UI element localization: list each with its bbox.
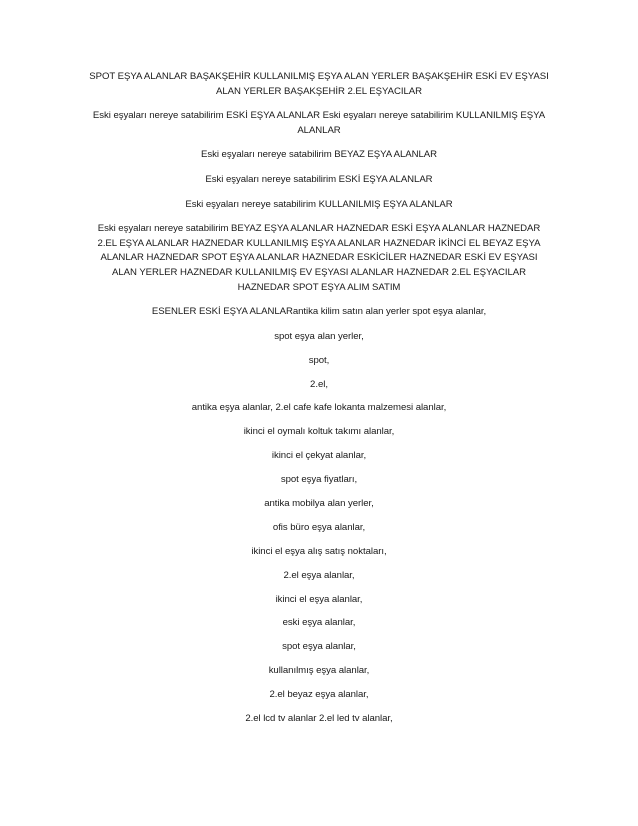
list-item: ikinci el eşya alış satış noktaları,: [251, 545, 387, 557]
list-item: ofis büro eşya alanlar,: [272, 521, 366, 533]
list-item: 2.el lcd tv alanlar 2.el led tv alanlar,: [245, 712, 393, 724]
list-item: eski eşya alanlar,: [282, 617, 356, 629]
list-item: 2.el eşya alanlar,: [283, 569, 355, 581]
list-item: 2.el beyaz eşya alanlar,: [269, 689, 369, 701]
paragraph: Eski eşyaları nereye satabilirim BEYAZ EŞYA ALANLAR HAZNEDAR ESKİ EŞYA ALANLAR HAZNEDAR 2.EL EŞYA ALANLAR HAZNEDAR KULLANILMIŞ EŞYA ALANLAR HAZNEDAR İKİNCİ EL BEYAZ EŞYA ALANLAR HAZNEDAR SPOT EŞYA ALANLAR HAZNEDAR ESKİCİLER HAZNEDAR ESKİ EV EŞYASI ALAN YERLER HAZNEDAR KULLANILMIŞ EV EŞYASI ALANLAR HAZNEDAR 2.EL EŞYACILAR HAZNEDAR SPOT EŞYA ALIM SATIM: [97, 223, 541, 293]
list-item: spot eşya alanlar,: [282, 641, 356, 653]
paragraph: Eski eşyaları nereye satabilirim ESKİ EŞYA ALANLAR Eski eşyaları nereye satabilirim KULLANILMIŞ EŞYA ALANLAR: [92, 110, 546, 136]
paragraph: Eski eşyaları nereye satabilirim KULLANILMIŞ EŞYA ALANLAR: [185, 198, 453, 210]
paragraph: Eski eşyaları nereye satabilirim BEYAZ EŞYA ALANLAR: [201, 149, 437, 161]
list-item: kullanılmış eşya alanlar,: [268, 665, 370, 677]
paragraph: Eski eşyaları nereye satabilirim ESKİ EŞYA ALANLAR: [205, 173, 433, 185]
list-item: ikinci el çekyat alanlar,: [271, 450, 367, 462]
list-item: spot,: [308, 354, 330, 366]
paragraph-title: SPOT EŞYA ALANLAR BAŞAKŞEHİR KULLANILMIŞ EŞYA ALAN YERLER BAŞAKŞEHİR ESKİ EV EŞYASI ALAN YERLER BAŞAKŞEHİR 2.EL EŞYACILAR: [89, 71, 549, 97]
list-item: spot eşya alan yerler,: [274, 330, 364, 342]
list-item: spot eşya fiyatları,: [280, 474, 358, 486]
list-item: ikinci el oymalı koltuk takımı alanlar,: [243, 426, 395, 438]
list-item: 2.el,: [310, 378, 328, 390]
paragraph: ESENLER ESKİ EŞYA ALANLARantika kilim satın alan yerler spot eşya alanlar,: [151, 306, 487, 318]
document-body: [88, 70, 550, 736]
list-item: ikinci el eşya alanlar,: [275, 593, 363, 605]
list-item: antika mobilya alan yerler,: [264, 497, 374, 509]
list-item: antika eşya alanlar, 2.el cafe kafe lokanta malzemesi alanlar,: [191, 402, 447, 414]
